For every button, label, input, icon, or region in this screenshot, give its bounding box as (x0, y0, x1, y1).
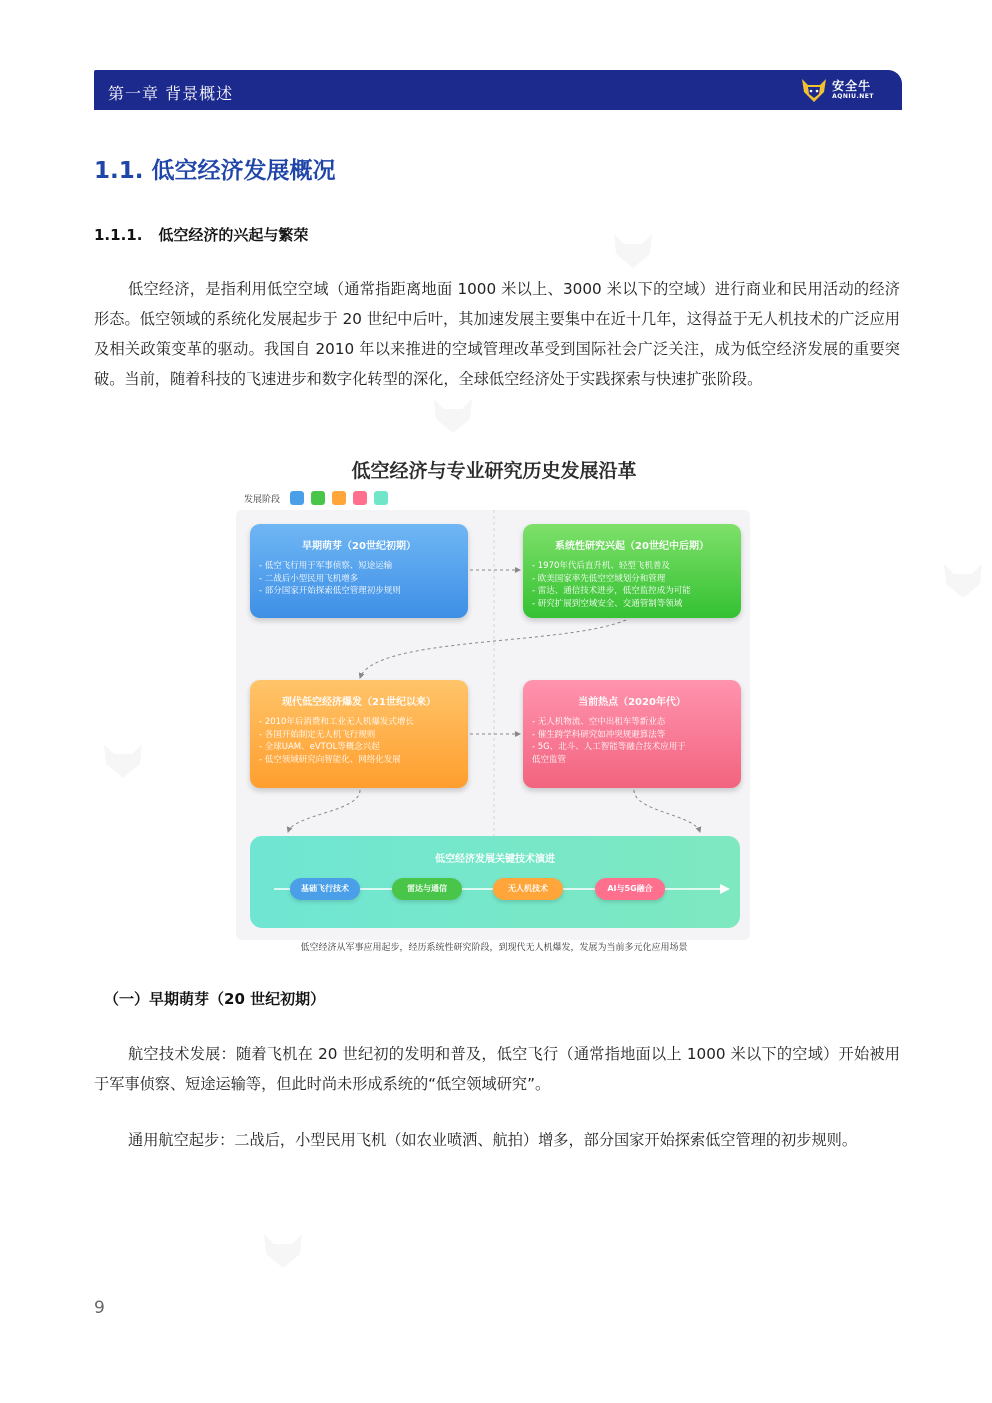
tech-step: 无人机技术 (493, 878, 563, 900)
stage-item: 低空监管 (532, 754, 567, 765)
stage-item: - 部分国家开始探索低空管理初步规则 (259, 586, 401, 596)
stage-item: - 各国开始制定无人机飞行规则 (259, 729, 376, 740)
tech-evolution-box (250, 836, 740, 928)
stage-title: 早期萌芽（20世纪初期） (302, 541, 416, 552)
arrow-2-3 (360, 620, 626, 678)
tech-title: 低空经济发展关键技术演进 (435, 854, 555, 865)
stage-item: - 无人机物流、空中出租车等新业态 (532, 717, 666, 727)
stage-card-early (250, 524, 468, 618)
subsection-title (94, 224, 308, 245)
stage-item: - 5G、北斗、人工智能等融合技术应用于 (532, 742, 686, 752)
stage-item: - 二战后小型民用飞机增多 (259, 573, 359, 584)
logo-text-en: AQNIU.NET (832, 93, 874, 100)
stage-item: - 低空领域研究向智能化、网络化发展 (259, 754, 401, 765)
legend-label: 发展阶段 (244, 494, 281, 505)
arrow-3-tech (288, 790, 360, 832)
paragraph-intro: 低空经济，是指利用低空空域（通常指距离地面 1000 米以上、3000 米以下的空域）进行商业和民用活动的经济形态。低空领域的系统化发展起步于 20 世纪中后叶，其加速发展主要集中在近十几年，这得益于无人机技术的广泛应用及相关政策变革的驱动。我国自 2010 年以来推进的空域管理改革受到国际社会广泛关注，成为低空经济发展的重要突破。当前，随着科技的飞速进步和数字化转型的深化，全球低空经济处于实践探索与快速扩张阶段。 (94, 280, 900, 388)
heading-early-stage: （一）早期萌芽（20 世纪初期） (104, 990, 326, 1008)
stage-item: - 欧美国家率先低空空域划分和管理 (532, 573, 666, 584)
figure-caption: 低空经济从军事应用起步，经历系统性研究阶段，到现代无人机爆发，发展为当前多元化应用场景 (300, 943, 688, 953)
figure-title: 低空经济与专业研究历史发展沿革 (351, 460, 637, 482)
bull-logo-icon (800, 76, 828, 104)
chapter-header (94, 70, 902, 110)
history-figure (234, 446, 754, 966)
stage-item: - 2010年后消费和工业无人机爆发式增长 (259, 717, 414, 727)
tech-step: 基础飞行技术 (290, 878, 360, 900)
stage-card-current (523, 680, 741, 788)
stage-item: - 研究扩展到空域安全、交通管制等领域 (532, 598, 683, 609)
stage-item: - 全球UAM、eVTOL等概念兴起 (259, 742, 380, 752)
stage-title: 系统性研究兴起（20世纪中后期） (555, 541, 709, 552)
watermark-icon (430, 395, 476, 435)
logo-text-cn: 安全牛 (832, 79, 872, 93)
tech-step: 雷达与通信 (392, 878, 462, 900)
stage-card-modern (250, 680, 468, 788)
subsection-text: 低空经济的兴起与繁荣 (158, 226, 309, 244)
page-number: 9 (94, 1298, 105, 1318)
chapter-title: 第一章 背景概述 (108, 84, 234, 103)
watermark-icon (940, 560, 986, 600)
watermark-icon (260, 1230, 306, 1270)
section-title: 1.1. 低空经济发展概况 (94, 158, 336, 184)
subsection-number: 1.1.1. (94, 226, 143, 244)
stage-card-systematic (523, 524, 741, 618)
arrow-4-tech (634, 790, 700, 832)
stage-item: - 低空飞行用于军事侦察、短途运输 (259, 561, 393, 571)
brand-logo (800, 75, 874, 105)
stage-item: - 催生跨学科研究如冲突规避算法等 (532, 729, 666, 740)
stage-title: 现代低空经济爆发（21世纪以来） (282, 697, 436, 708)
stage-title: 当前热点（2020年代） (578, 697, 686, 708)
paragraph-general-aviation: 通用航空起步：二战后，小型民用飞机（如农业喷洒、航拍）增多，部分国家开始探索低空管理的初步规则。 (128, 1131, 857, 1149)
paragraph-aviation: 航空技术发展：随着飞机在 20 世纪初的发明和普及，低空飞行（通常指地面以上 1000 米以下的空域）开始被用于军事侦察、短途运输等，但此时尚未形成系统的“低空领域研究”。 (94, 1045, 900, 1093)
stage-item: - 雷达、通信技术进步，低空监控成为可能 (532, 586, 691, 596)
watermark-icon (100, 740, 146, 780)
watermark-icon (610, 230, 656, 270)
tech-step: AI与5G融合 (595, 878, 665, 900)
stage-item: - 1970年代后直升机、轻型飞机普及 (532, 561, 670, 571)
